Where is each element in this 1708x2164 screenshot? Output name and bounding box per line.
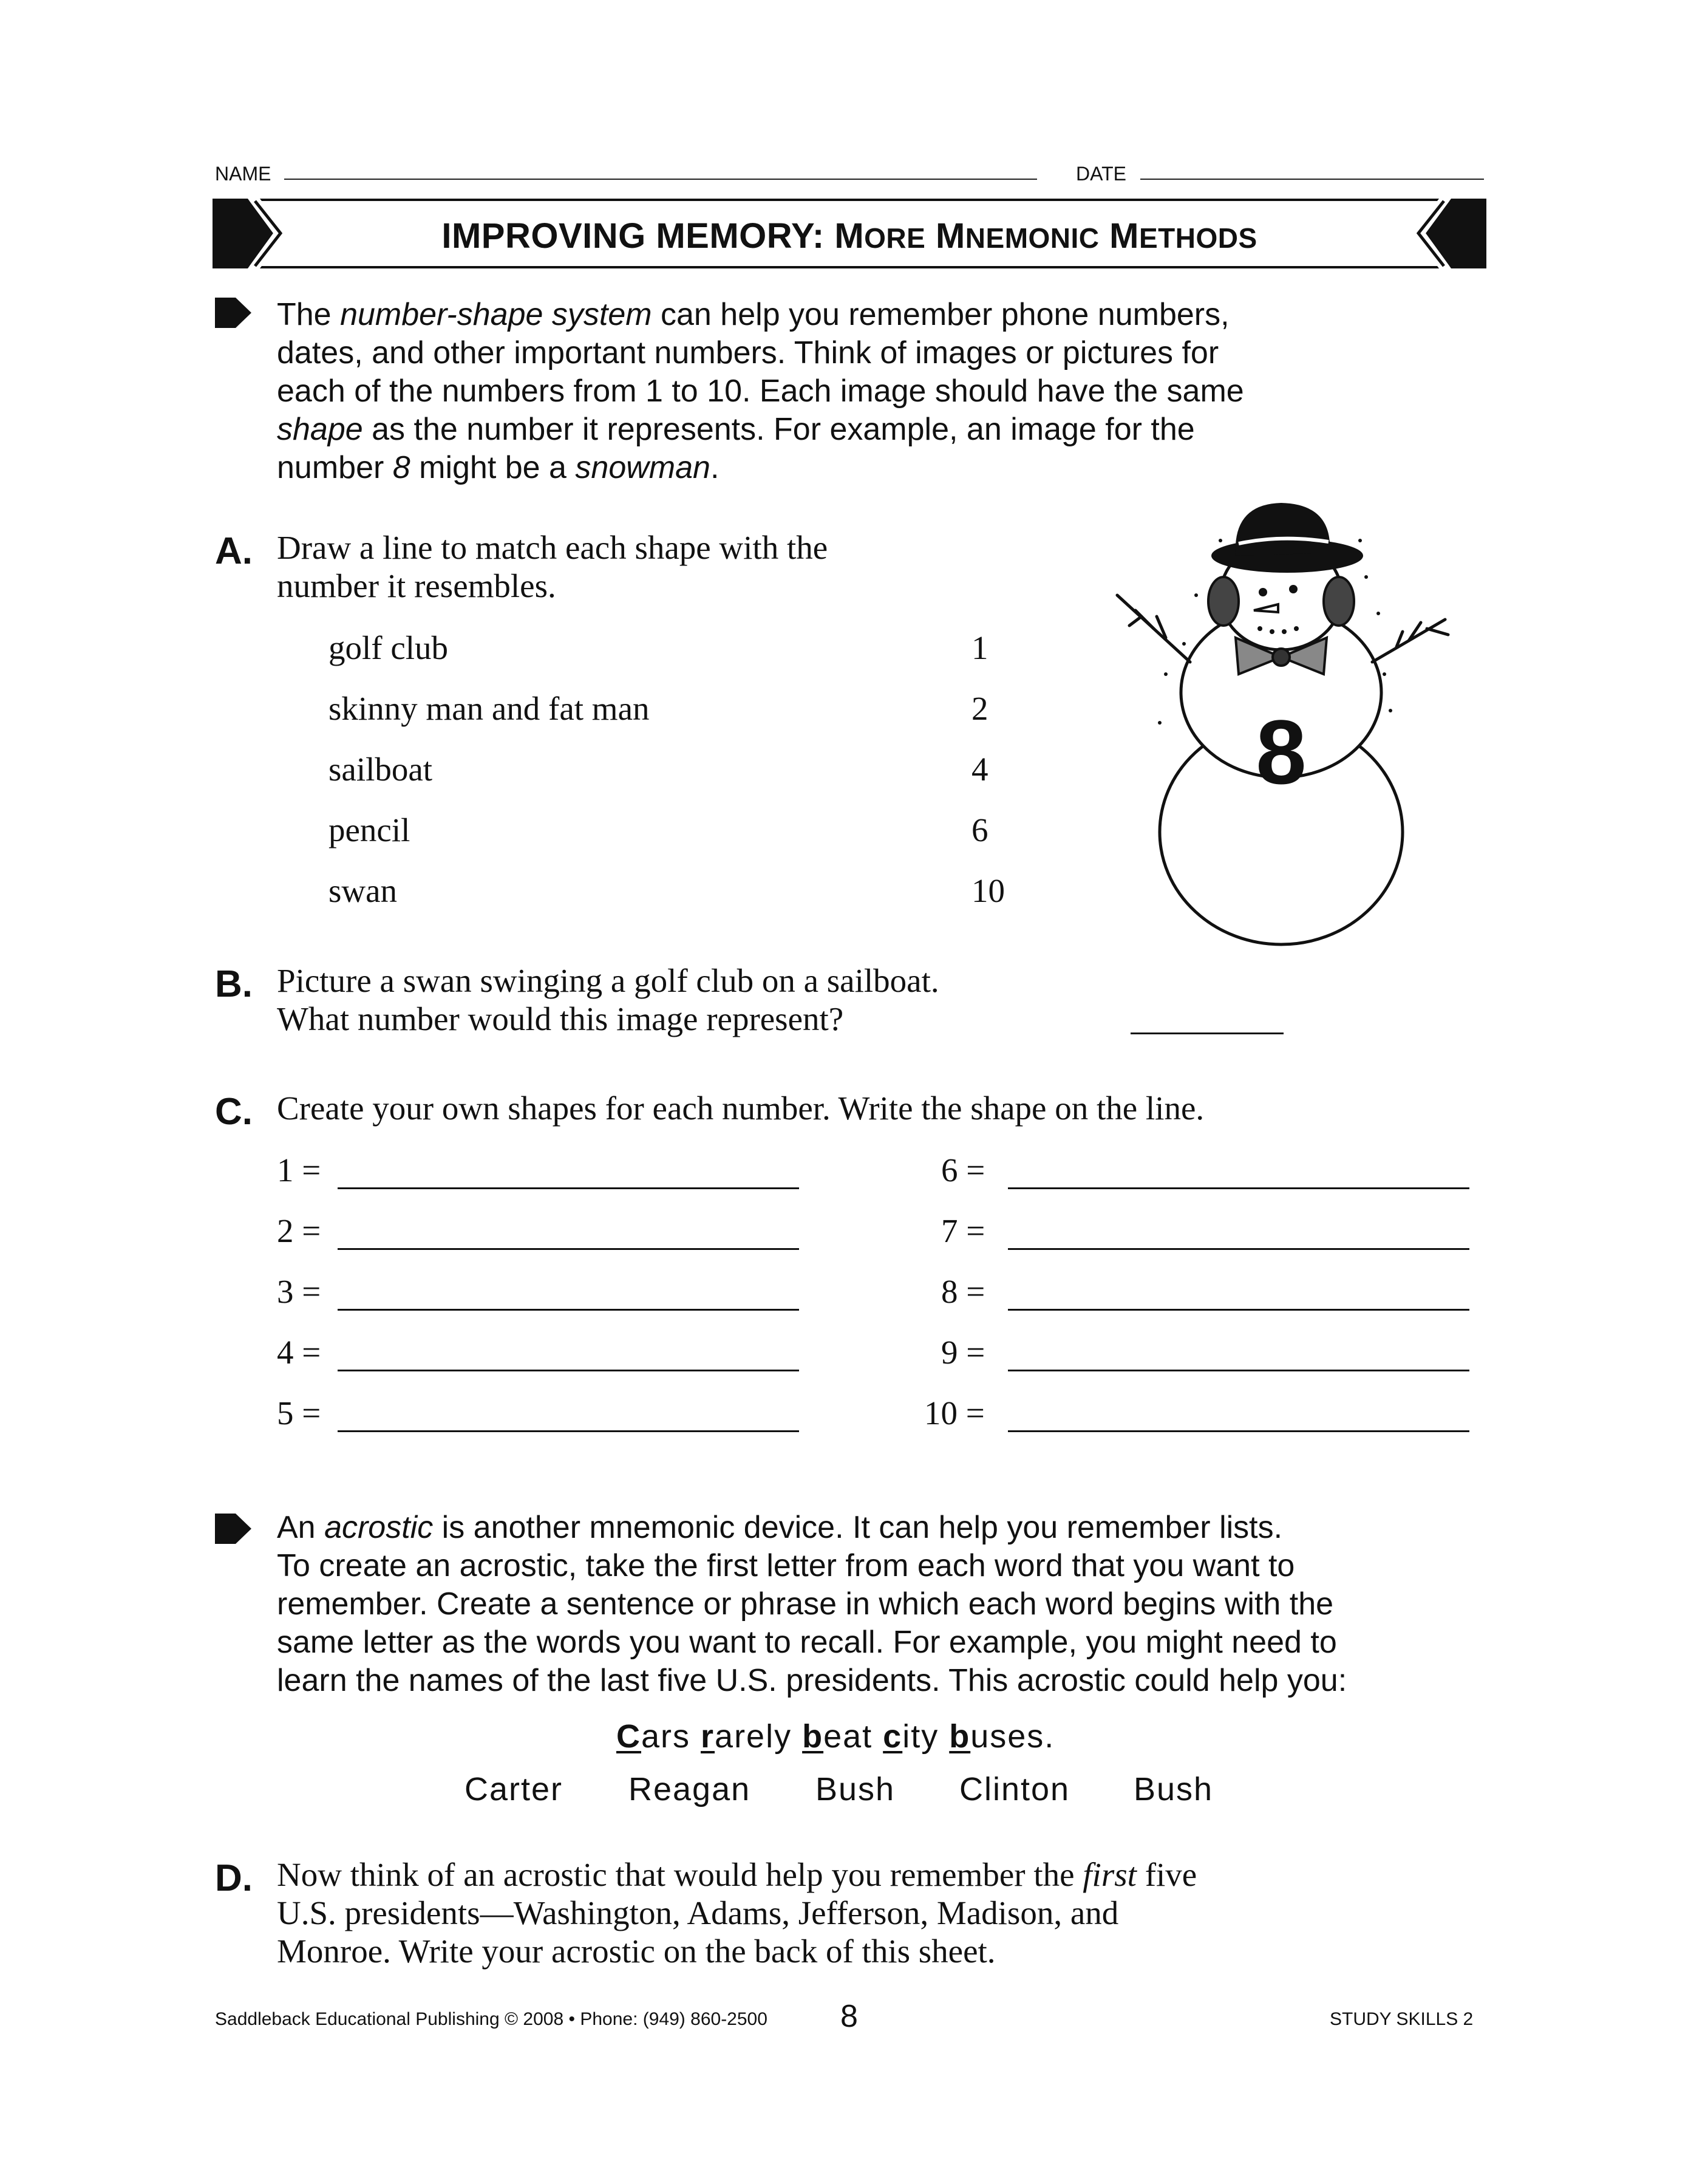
president-name: Bush [1134, 1771, 1214, 1807]
section-a-letter: A. [215, 530, 253, 572]
section-b-question: Picture a swan swinging a golf club on a sailboat. What number would this image represent? [277, 962, 939, 1037]
shape-row-label: 1 = [277, 1152, 321, 1189]
shape-answer-line-1[interactable] [338, 1187, 799, 1189]
president-name: Carter [464, 1771, 563, 1807]
shape-row-label: 2 = [277, 1212, 321, 1249]
date-line[interactable] [1140, 179, 1484, 180]
shape-answer-line-10[interactable] [1008, 1430, 1469, 1432]
section-b-answer-line[interactable] [1131, 1033, 1284, 1034]
shape-row-label: 3 = [277, 1273, 321, 1310]
section-b-letter: B. [215, 963, 253, 1005]
shape-answer-line-3[interactable] [338, 1309, 799, 1311]
match-number-4[interactable]: 4 [971, 751, 988, 788]
president-name: Reagan [628, 1771, 751, 1807]
shape-answer-line-6[interactable] [1008, 1187, 1469, 1189]
banner-right-arrow-icon [1401, 199, 1486, 268]
shape-row-label: 6 = [941, 1152, 985, 1189]
snowman-number: 8 [1256, 701, 1307, 803]
intro-paragraph: The number-shape system can help you remember phone numbers, dates, and other important numbers. Think of images or pictures for each of the numbers from 1 to 10. Each image should have the same shape as the number it represents. For example, an image for the number 8 might be a snowman. [277, 297, 1244, 485]
title-banner [215, 199, 1484, 268]
shape-row-label: 9 = [941, 1334, 985, 1371]
shape-answer-line-7[interactable] [1008, 1248, 1469, 1250]
page-number: 8 [840, 1999, 858, 2034]
match-number-10[interactable]: 10 [971, 872, 1005, 909]
snowman-illustration [1099, 492, 1463, 954]
match-number-6[interactable]: 6 [971, 811, 988, 848]
section-d-letter: D. [215, 1857, 253, 1899]
shape-answer-line-5[interactable] [338, 1430, 799, 1432]
shape-row-label: 8 = [941, 1273, 985, 1310]
name-line[interactable] [284, 179, 1037, 180]
match-shape-golf-club[interactable]: golf club [328, 629, 449, 666]
match-number-2[interactable]: 2 [971, 690, 988, 727]
shape-row-label: 4 = [277, 1334, 321, 1371]
acrostic-example: Cars rarely beat city buses. [616, 1718, 1055, 1755]
match-number-1[interactable]: 1 [971, 629, 988, 666]
section-c-letter: C. [215, 1091, 253, 1133]
match-shape-skinny-fat-man[interactable]: skinny man and fat man [328, 690, 650, 727]
section-d-instructions: Now think of an acrostic that would help you remember the first five U.S. presidents—Washington, Adams, Jefferson, Madison, and Monroe. Write your acrostic on the back of this sheet. [277, 1856, 1197, 1970]
bullet-arrow-icon [215, 1514, 251, 1544]
shape-row-label: 10 = [924, 1394, 985, 1432]
shape-answer-line-9[interactable] [1008, 1370, 1469, 1371]
section-a-instructions: Draw a line to match each shape with the number it resembles. [277, 529, 828, 604]
shape-answer-line-2[interactable] [338, 1248, 799, 1250]
match-shape-swan[interactable]: swan [328, 872, 398, 909]
president-name: Bush [815, 1771, 896, 1807]
acrostic-paragraph: An acrostic is another mnemonic device. It can help you remember lists. To create an acrostic, take the first letter from each word that you want to remember. Create a sentence or phrase in which each word begins with the same letter as the words you want to recall. For example, you might need to learn the names of the last five U.S. presidents. This acrostic could help you: [277, 1510, 1347, 1698]
shape-row-label: 5 = [277, 1394, 321, 1432]
president-name: Clinton [959, 1771, 1070, 1807]
name-label: NAME [215, 163, 271, 185]
match-shape-pencil[interactable]: pencil [328, 811, 410, 848]
footer-series: STUDY SKILLS 2 [1330, 2009, 1474, 2029]
shape-answer-line-8[interactable] [1008, 1309, 1469, 1311]
date-label: DATE [1076, 163, 1126, 185]
shape-answer-line-4[interactable] [338, 1370, 799, 1371]
page-title: IMPROVING MEMORY: MORE MNEMONIC METHODS [441, 216, 1257, 256]
earmuff-right-icon [1324, 577, 1354, 626]
earmuff-left-icon [1208, 577, 1239, 626]
match-shape-sailboat[interactable]: sailboat [328, 751, 433, 788]
hat-icon [1211, 503, 1363, 573]
shape-row-label: 7 = [941, 1212, 985, 1249]
bullet-arrow-icon [215, 298, 251, 328]
footer-publisher: Saddleback Educational Publishing © 2008 • Phone: (949) 860-2500 [215, 2009, 767, 2029]
section-c-instructions: Create your own shapes for each number. Write the shape on the line. [277, 1090, 1205, 1127]
